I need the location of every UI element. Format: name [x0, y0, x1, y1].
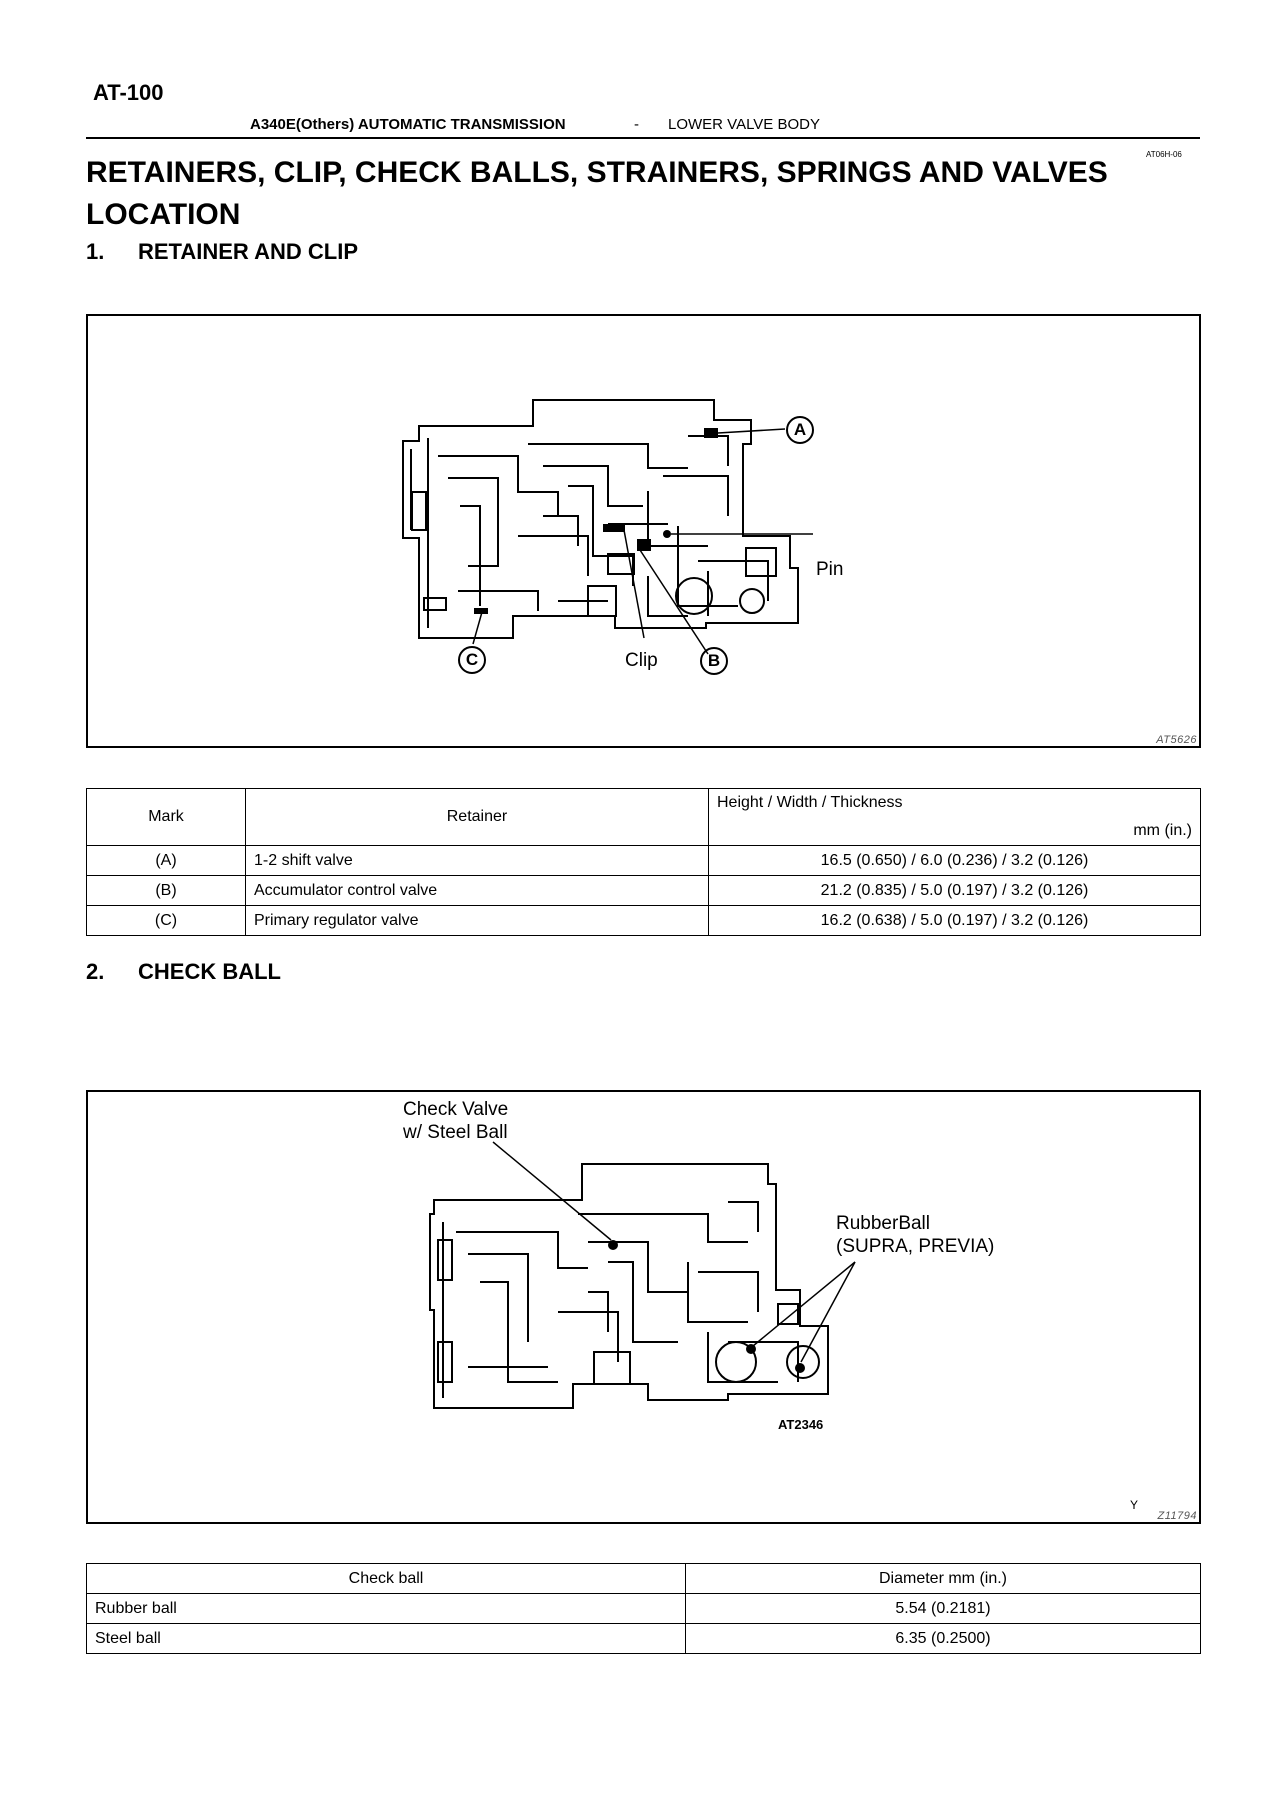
- cell-dims: 21.2 (0.835) / 5.0 (0.197) / 3.2 (0.126): [709, 876, 1201, 906]
- check-ball-table: [86, 1563, 1201, 1654]
- figure-2-corner-mark: Y: [1130, 1498, 1139, 1512]
- header-separator: -: [634, 116, 639, 133]
- clip-marker: [603, 524, 625, 532]
- section-2-title: CHECK BALL: [138, 959, 281, 984]
- table-row: [87, 906, 1201, 936]
- cell-retainer: Accumulator control valve: [246, 876, 709, 906]
- table-row: [87, 846, 1201, 876]
- label-check-valve-line2: w/ Steel Ball: [403, 1122, 508, 1143]
- label-b: B: [700, 647, 728, 675]
- header-check-ball: Check ball: [87, 1564, 686, 1594]
- page-title: RETAINERS, CLIP, CHECK BALLS, STRAINERS, SPRINGS AND VALVES LOCATION: [86, 156, 1108, 231]
- figure-1-id: AT5626: [1156, 734, 1197, 746]
- cell-mark: (B): [87, 876, 246, 906]
- cell-diameter: 5.54 (0.2181): [686, 1594, 1201, 1624]
- label-clip: Clip: [625, 650, 658, 671]
- header-rule: [86, 137, 1200, 139]
- cell-mark: (C): [87, 906, 246, 936]
- valve-body-diagram-2: [88, 1092, 1199, 1522]
- cell-ball: Steel ball: [87, 1624, 686, 1654]
- table-row: [87, 876, 1201, 906]
- table-row: [87, 1594, 1201, 1624]
- header-retainer: Retainer: [246, 789, 709, 846]
- cell-retainer: Primary regulator valve: [246, 906, 709, 936]
- label-pin: Pin: [816, 559, 844, 580]
- section-1-number: 1.: [86, 239, 105, 264]
- retainer-a-marker: [704, 428, 718, 438]
- section-1-title: RETAINER AND CLIP: [138, 239, 358, 264]
- label-check-valve-line1: Check Valve: [403, 1099, 509, 1120]
- figure-2-inner-id: AT2346: [778, 1417, 824, 1432]
- steel-ball-marker: [608, 1240, 618, 1250]
- rubber-ball-marker-2: [795, 1363, 805, 1373]
- header-unit: mm (in.): [709, 817, 1201, 846]
- valve-body-diagram-1: [88, 316, 1199, 746]
- section-2-number: 2.: [86, 959, 105, 984]
- doc-code: AT06H-06: [1146, 150, 1182, 159]
- figure-2-id: Z11794: [1157, 1510, 1197, 1522]
- pin-marker: [663, 530, 671, 538]
- section-1-heading: [86, 239, 358, 265]
- header-section: LOWER VALVE BODY: [668, 116, 820, 133]
- cell-mark: (A): [87, 846, 246, 876]
- label-rubber-ball-line2: (SUPRA, PREVIA): [836, 1236, 995, 1257]
- header-diameter: Diameter mm (in.): [686, 1564, 1201, 1594]
- label-rubber-ball-line1: RubberBall: [836, 1213, 930, 1234]
- section-2-heading: [86, 959, 281, 985]
- page-code: AT-100: [93, 80, 164, 105]
- label-a: A: [786, 416, 814, 444]
- cell-retainer: 1-2 shift valve: [246, 846, 709, 876]
- table-row: [87, 1624, 1201, 1654]
- retainer-b-marker: [637, 539, 651, 551]
- header-mark: Mark: [87, 789, 246, 846]
- label-c: C: [458, 646, 486, 674]
- header-dims: Height / Width / Thickness: [709, 789, 1201, 818]
- figure-retainer-clip: [86, 314, 1201, 748]
- cell-ball: Rubber ball: [87, 1594, 686, 1624]
- cell-dims: 16.5 (0.650) / 6.0 (0.236) / 3.2 (0.126): [709, 846, 1201, 876]
- retainer-table: [86, 788, 1201, 936]
- header-model: A340E(Others) AUTOMATIC TRANSMISSION: [250, 116, 566, 133]
- cell-diameter: 6.35 (0.2500): [686, 1624, 1201, 1654]
- cell-dims: 16.2 (0.638) / 5.0 (0.197) / 3.2 (0.126): [709, 906, 1201, 936]
- figure-check-ball: [86, 1090, 1201, 1524]
